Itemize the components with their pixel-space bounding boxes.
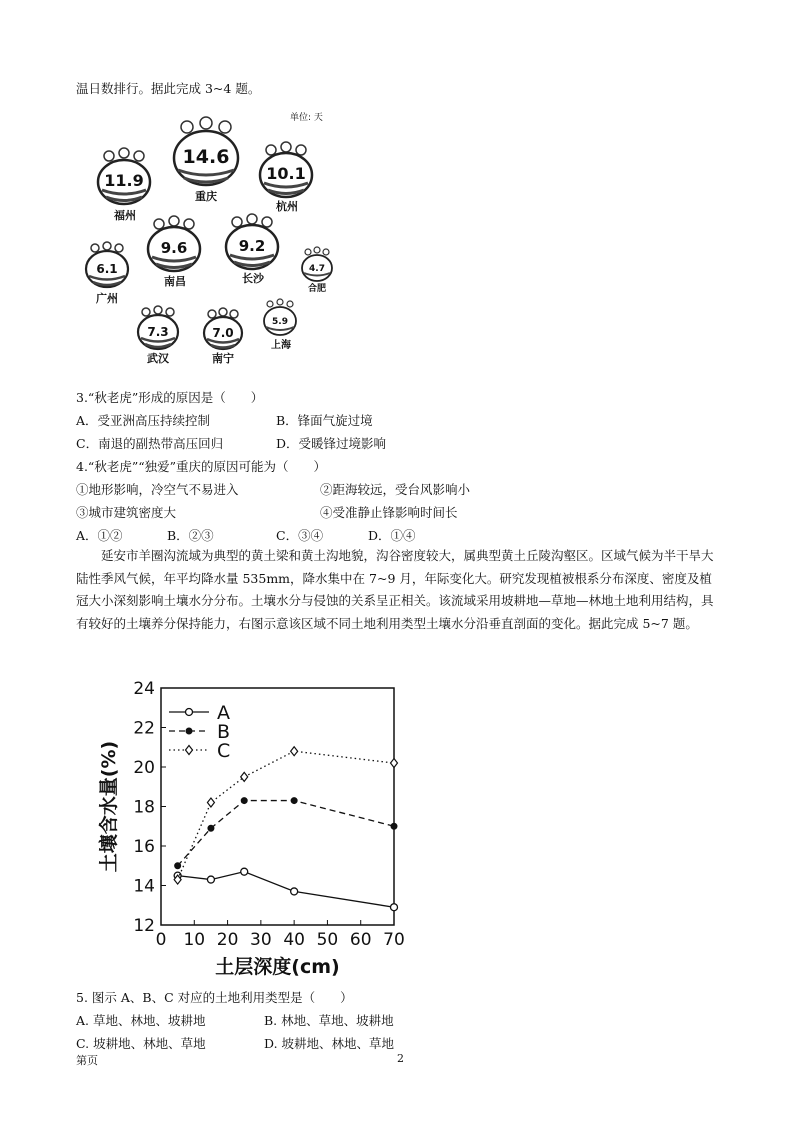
q4-option-c: C．③④ — [276, 528, 324, 543]
series-b-legend-marker — [186, 728, 192, 734]
paw-value-fuzhou: 11.9 — [104, 171, 144, 190]
y-tick-label: 14 — [133, 876, 155, 897]
series-b-line — [178, 801, 394, 866]
q3-stem: 3.“秋老虎”形成的原因是（ ） — [76, 390, 264, 405]
city-label-shanghai: 上海 — [271, 340, 291, 351]
series-c-point — [241, 772, 248, 781]
x-tick-label: 40 — [283, 930, 305, 950]
paw-value-guangzhou: 6.1 — [96, 262, 118, 276]
city-label-hangzhou: 杭州 — [276, 200, 298, 213]
city-label-fuzhou: 福州 — [114, 209, 136, 222]
series-a-point — [391, 904, 398, 911]
paw-value-chongqing: 14.6 — [182, 146, 230, 168]
plot-frame — [161, 688, 394, 925]
paw-icon-nanning — [202, 306, 244, 352]
paw-icon-shanghai — [262, 298, 298, 338]
city-label-wuhan: 武汉 — [147, 352, 169, 365]
x-tick-label: 60 — [349, 930, 372, 950]
q5-option-b: B. 林地、草地、坡耕地 — [264, 1013, 394, 1028]
series-c-legend-marker — [186, 746, 193, 755]
paw-icon-guangzhou — [84, 240, 130, 290]
series-c-line — [178, 751, 394, 879]
series-b-point — [208, 825, 214, 831]
paw-icon-fuzhou — [96, 146, 152, 208]
series-a-point — [291, 888, 298, 895]
paw-icon-hefei — [300, 246, 334, 284]
series-c-point — [207, 798, 214, 807]
y-tick-label: 18 — [133, 797, 155, 818]
passage — [76, 545, 716, 635]
paw-value-wuhan: 7.3 — [147, 325, 169, 339]
page-number: 2 — [397, 1052, 404, 1065]
paw-value-changsha: 9.2 — [238, 237, 266, 255]
series-a-legend-marker — [186, 709, 193, 716]
city-label-chongqing: 重庆 — [195, 190, 217, 203]
series-b-point — [391, 823, 397, 829]
y-tick-label: 12 — [133, 916, 155, 936]
soil-moisture-chart — [86, 674, 406, 984]
series-a-legend-label: A — [217, 702, 230, 724]
series-c-legend-label: C — [217, 740, 231, 762]
q5-option-c: C. 坡耕地、林地、草地 — [76, 1036, 206, 1051]
paw-value-hefei: 4.7 — [309, 264, 325, 274]
q4-statement-2: ②距海较远，受台风影响小 — [320, 482, 471, 497]
city-label-changsha: 长沙 — [242, 272, 264, 285]
q5-stem: 5. 图示 A、B、C 对应的土地利用类型是（ ） — [76, 990, 353, 1005]
paw-value-shanghai: 5.9 — [272, 317, 288, 327]
series-b-point — [241, 798, 247, 804]
paw-icon-changsha — [224, 212, 280, 272]
footer-left: 第页 — [76, 1054, 98, 1067]
paw-value-nanning: 7.0 — [212, 326, 234, 340]
series-b-point — [175, 863, 181, 869]
q3-option-c: C．南退的副热带高压回归 — [76, 436, 224, 451]
q4-option-d: D．①④ — [368, 528, 416, 543]
q4-option-b: B．②③ — [167, 528, 214, 543]
x-tick-label: 50 — [316, 930, 339, 950]
unit-label: 单位: 天 — [290, 113, 323, 123]
q4-statement-1: ①地形影响，冷空气不易进入 — [76, 482, 239, 497]
paw-icon-wuhan — [136, 304, 180, 352]
q3-option-a: A．受亚洲高压持续控制 — [76, 413, 211, 428]
paw-icon-chongqing — [172, 116, 240, 190]
q4-statement-4: ④受准静止锋影响时间长 — [320, 505, 458, 520]
paw-icon-nanchang — [146, 214, 202, 274]
y-tick-label: 16 — [133, 837, 155, 857]
city-label-nanchang: 南昌 — [164, 275, 186, 288]
paw-icon-hangzhou — [258, 140, 314, 200]
intro-line: 温日数排行。据此完成 3~4 题。 — [76, 81, 261, 96]
q5-option-a: A. 草地、林地、坡耕地 — [76, 1013, 206, 1028]
series-a-point — [241, 868, 248, 875]
series-b-point — [291, 798, 297, 804]
y-tick-label: 24 — [133, 679, 155, 699]
paw-value-nanchang: 9.6 — [160, 239, 188, 257]
x-axis-label: 土层深度(cm) — [215, 956, 340, 978]
y-tick-label: 22 — [133, 718, 155, 739]
series-c-point — [291, 747, 298, 756]
city-label-guangzhou: 广州 — [96, 292, 118, 305]
x-tick-label: 0 — [155, 930, 167, 950]
y-tick-label: 20 — [133, 758, 155, 778]
x-tick-label: 70 — [383, 930, 405, 950]
series-c-point — [391, 759, 398, 768]
x-tick-label: 20 — [216, 930, 239, 950]
city-label-nanning: 南宁 — [212, 352, 234, 365]
q3-option-b: B．锋面气旋过境 — [276, 413, 373, 428]
q5-option-d: D. 坡耕地、林地、草地 — [264, 1036, 395, 1051]
paw-value-hangzhou: 10.1 — [266, 164, 306, 183]
x-tick-label: 30 — [250, 930, 272, 950]
q3-option-d: D．受暖锋过境影响 — [276, 436, 387, 451]
city-label-hefei: 合肥 — [307, 284, 326, 294]
q4-stem: 4.“秋老虎”“独爱”重庆的原因可能为（ ） — [76, 459, 326, 474]
y-axis-label: 土壤含水量(%) — [98, 740, 120, 873]
q4-statement-3: ③城市建筑密度大 — [76, 505, 177, 520]
series-b-legend-label: B — [217, 721, 231, 743]
passage-text: 延安市羊圈沟流域为典型的黄土梁和黄土沟地貌，沟谷密度较大，属典型黄土丘陵沟壑区。区域气候为半干旱大陆性季风气候，年平均降水量 535mm，降水集中在 7~9 月，年际变化大。研究发现植被根系分布深度、密度及植冠大小深刻影响土壤水分分布。土壤水分与侵蚀的关系呈正相关。该流域采用坡耕地—草地—林地土地利用结构，具有较好的土壤养分保持能力，右图示意该区域不同土地利用类型土壤水分沿垂直剖面的变化。据此完成 5~7 题。 — [76, 548, 714, 631]
x-tick-label: 10 — [183, 930, 206, 950]
series-a-point — [207, 876, 214, 883]
q4-option-a: A．①② — [76, 528, 123, 543]
